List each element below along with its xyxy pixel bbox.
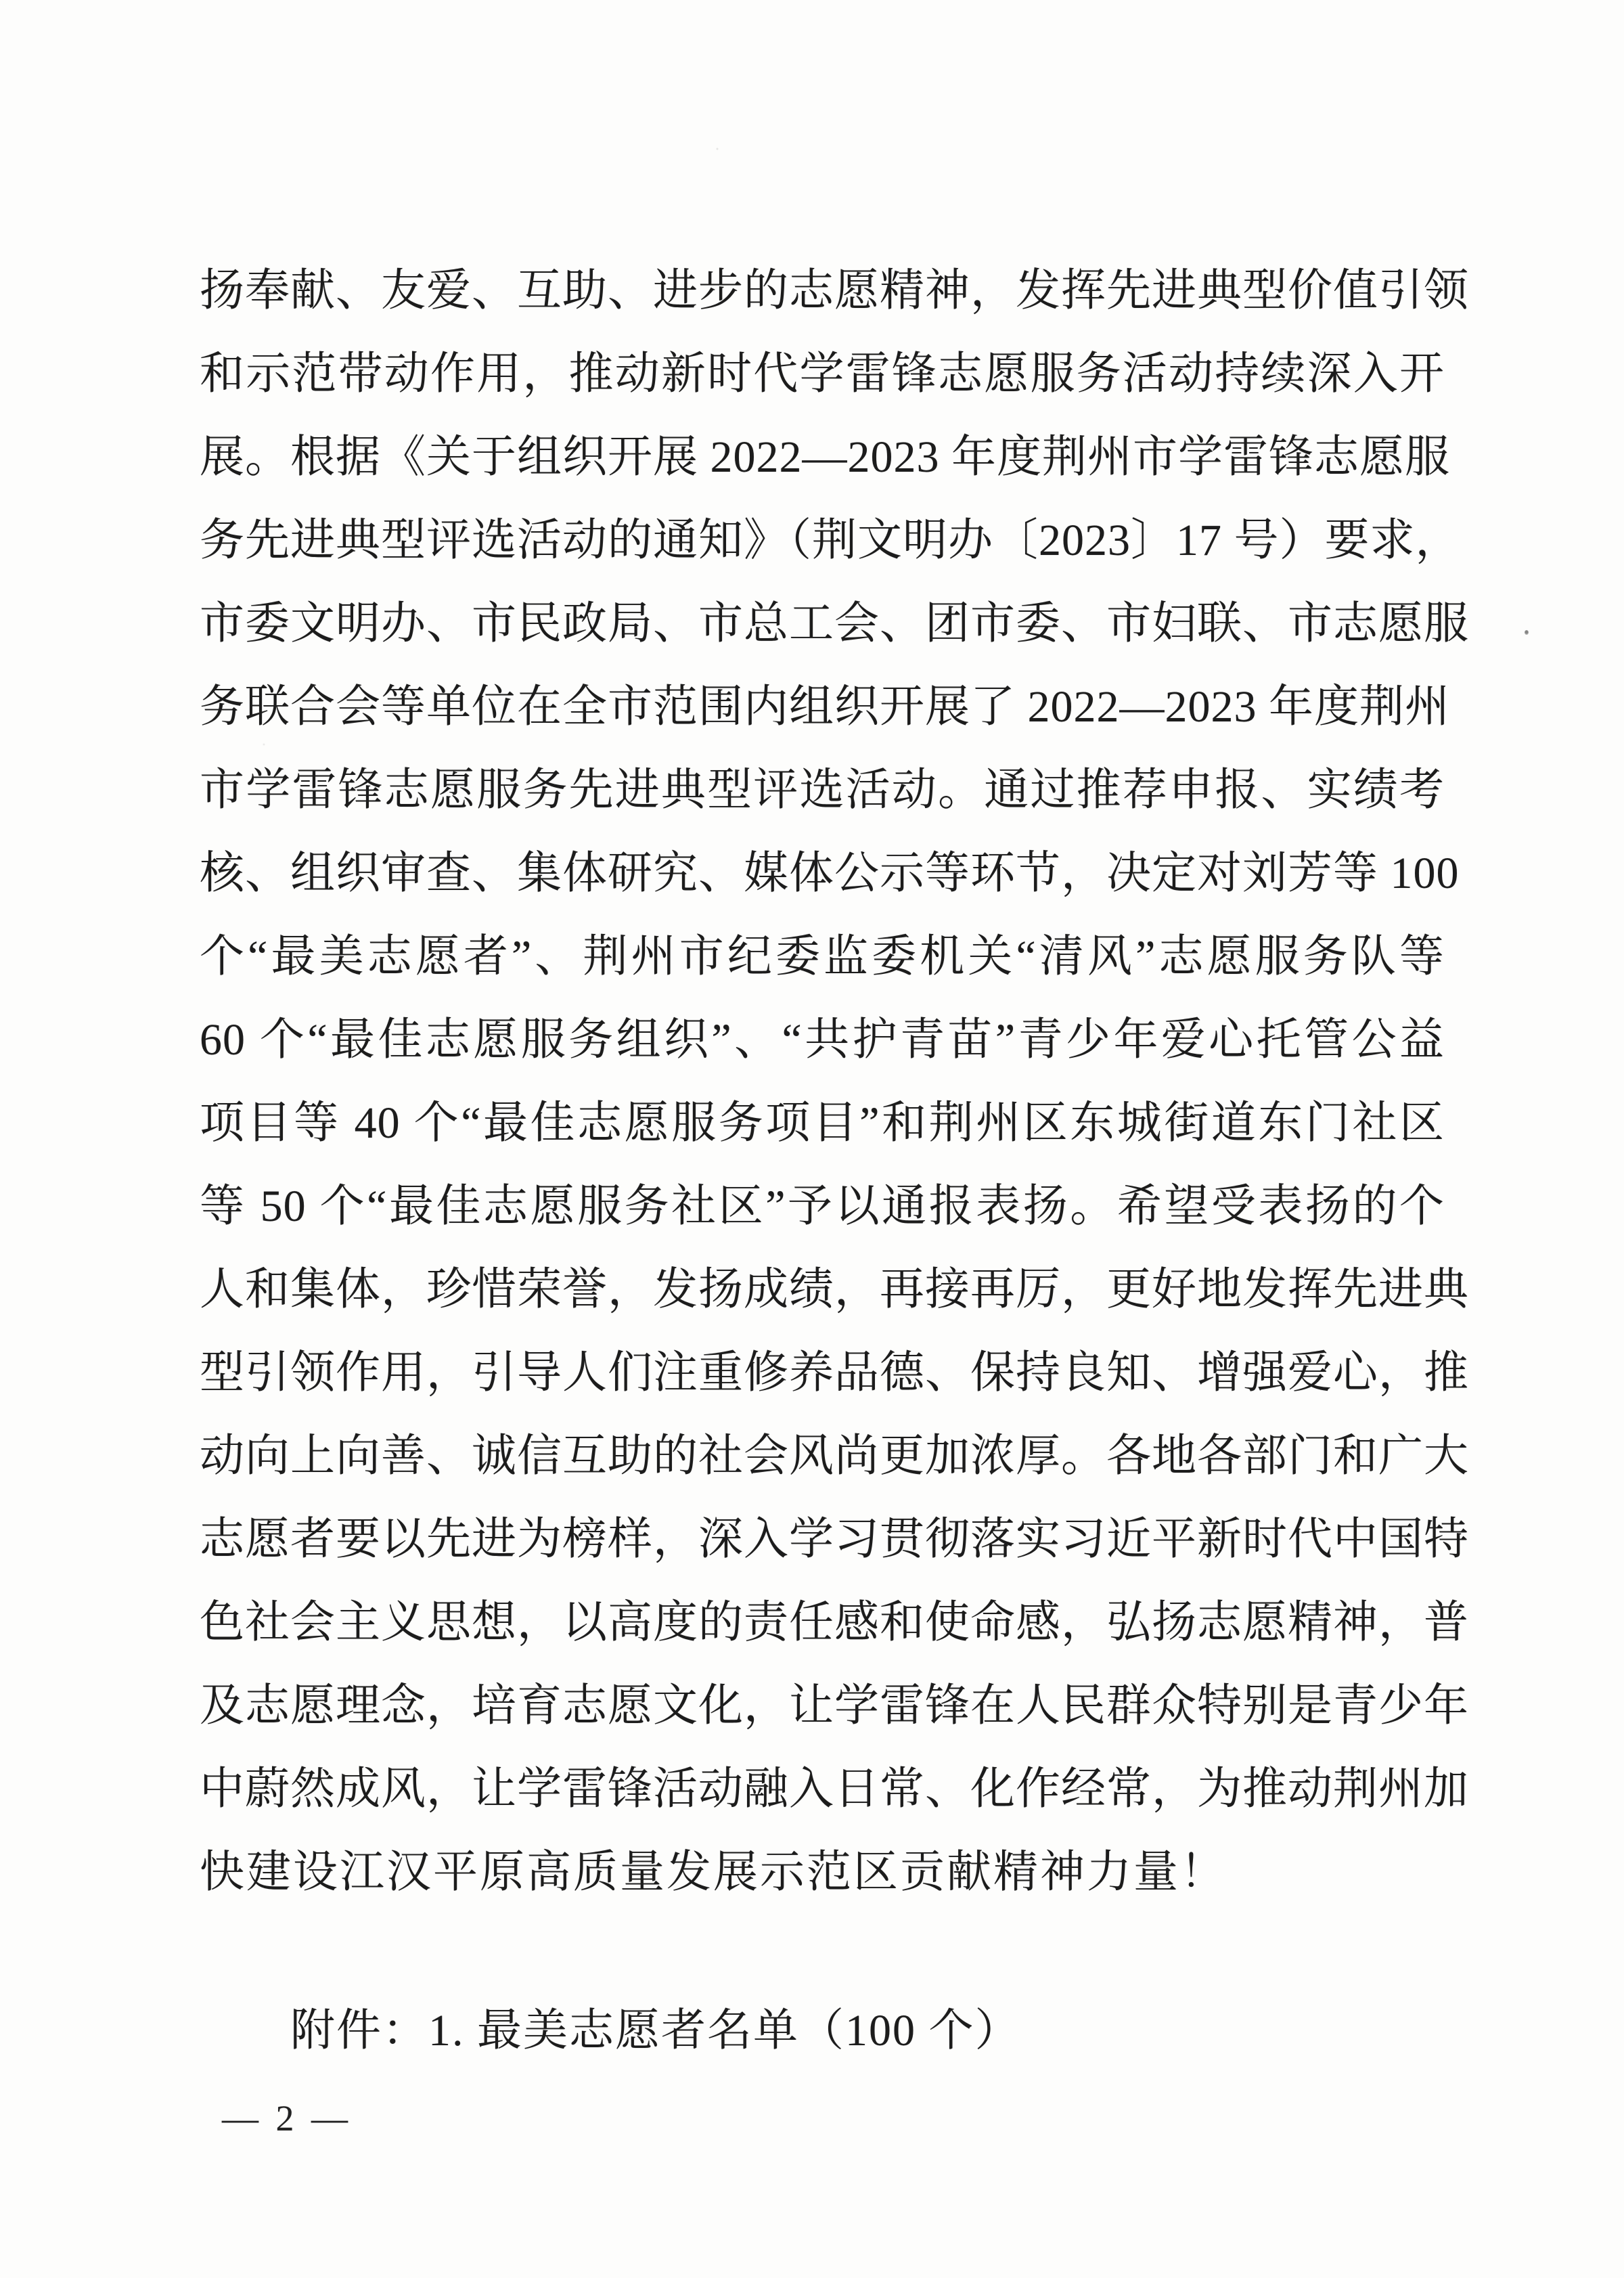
body-text-line: 色社会主义思想，以高度的责任感和使命感，弘扬志愿精神，普 <box>200 1598 1469 1647</box>
body-text-line: 和示范带动作用，推动新时代学雷锋志愿服务活动持续深入开 <box>200 349 1445 399</box>
body-text-line: 型引领作用，引导人们注重修养品德、保持良知、增强爱心，推 <box>200 1348 1469 1398</box>
page-number: — 2 — <box>222 2098 352 2139</box>
body-text-line: 务先进典型评选活动的通知》（荆文明办〔2023〕17 号）要求， <box>200 516 1461 565</box>
scan-artifact-dot <box>1525 630 1529 635</box>
body-text-line: 及志愿理念，培育志愿文化，让学雷锋在人民群众特别是青少年 <box>200 1681 1469 1730</box>
body-text-line: 市委文明办、市民政局、市总工会、团市委、市妇联、市志愿服 <box>200 599 1469 648</box>
body-text-line: 志愿者要以先进为榜样，深入学习贯彻落实习近平新时代中国特 <box>200 1515 1469 1564</box>
body-text-line: 60 个“最佳志愿服务组织”、“共护青苗”青少年爱心托管公益 <box>200 1015 1445 1065</box>
body-text-line: 核、组织审查、集体研究、媒体公示等环节，决定对刘芳等 100 <box>200 849 1460 898</box>
body-text-line: 等 50 个“最佳志愿服务社区”予以通报表扬。希望受表扬的个 <box>200 1182 1445 1231</box>
body-text-line: 项目等 40 个“最佳志愿服务项目”和荆州区东城街道东门社区 <box>200 1098 1445 1148</box>
body-text-line: 务联合会等单位在全市范围内组织开展了 2022—2023 年度荆州 <box>200 682 1450 732</box>
body-text-line: 市学雷锋志愿服务先进典型评选活动。通过推荐申报、实绩考 <box>200 765 1445 815</box>
body-text-line: 快建设江汉平原高质量发展示范区贡献精神力量！ <box>200 1848 1227 1897</box>
body-text-line: 扬奉献、友爱、互助、进步的志愿精神，发挥先进典型价值引领 <box>200 266 1469 315</box>
body-text-line: 动向上向善、诚信互助的社会风尚更加浓厚。各地各部门和广大 <box>200 1431 1469 1481</box>
body-text-line: 人和集体，珍惜荣誉，发扬成绩，再接再厉，更好地发挥先进典 <box>200 1265 1469 1314</box>
attachment-list-line: 附件：1. 最美志愿者名单（100 个） <box>290 2006 1021 2055</box>
body-text-line: 中蔚然成风，让学雷锋活动融入日常、化作经常，为推动荆州加 <box>200 1764 1469 1814</box>
body-text-line: 个“最美志愿者”、荆州市纪委监委机关“清风”志愿服务队等 <box>200 932 1445 981</box>
document-body <box>200 249 1469 2072</box>
body-text-line: 展。根据《关于组织开展 2022—2023 年度荆州市学雷锋志愿服 <box>200 432 1450 482</box>
